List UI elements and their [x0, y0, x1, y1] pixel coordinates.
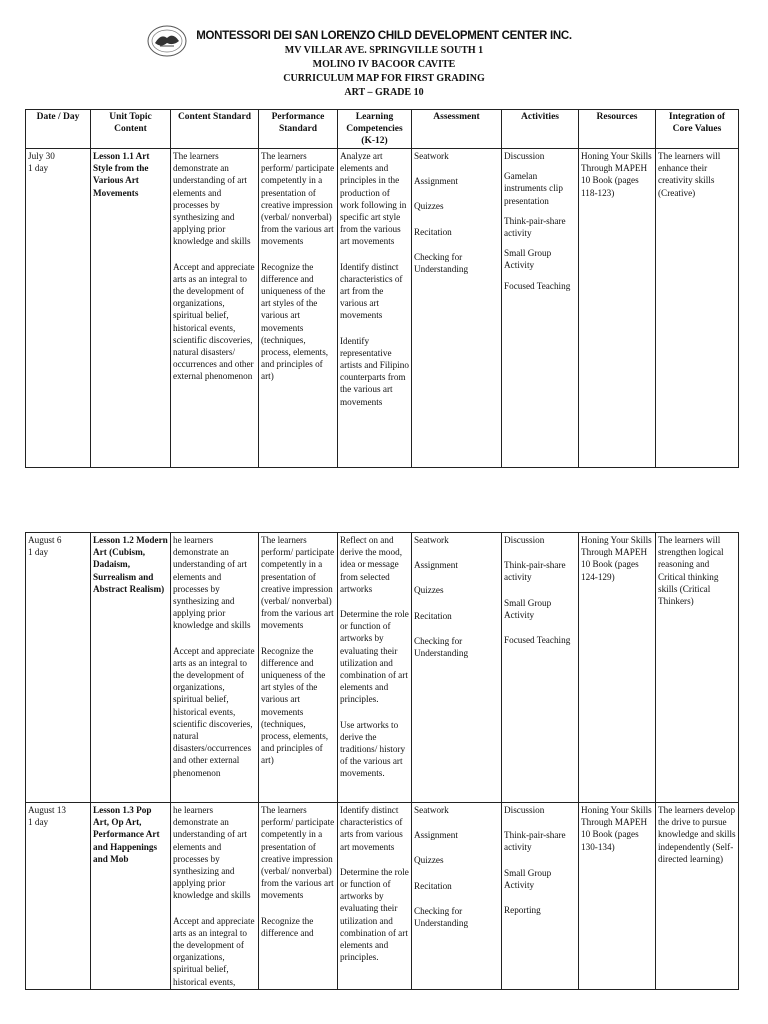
assessment-item: Assignment [414, 560, 458, 571]
table-header-row [26, 110, 739, 149]
content-standard-cell [171, 803, 259, 990]
competency-item: Analyze art elements and principles in the production of work following in specific art style from the various art movements [340, 151, 407, 247]
activities-cell [502, 533, 579, 803]
document-title: CURRICULUM MAP FOR FIRST GRADING [283, 73, 485, 84]
school-name: MONTESSORI DEI SAN LORENZO CHILD DEVELOPMENT CENTER INC. [196, 30, 572, 42]
core-values-cell: The learners will strengthen logical reasoning and Critical thinking skills (Critical Thinkers) [656, 533, 739, 803]
school-address-line2: MOLINO IV BACOOR CAVITE [312, 59, 456, 70]
core-values-cell: The learners will enhance their creativity skills (Creative) [656, 149, 739, 468]
unit-topic-cell: Lesson 1.1 Art Style from the Various Art Movements [91, 149, 171, 468]
activities-cell [502, 149, 579, 468]
competencies-cell [338, 533, 412, 803]
col-header-core-values: Integration of Core Values [656, 110, 739, 149]
performance-standard-cell [259, 149, 338, 468]
assessment-item: Assignment [414, 830, 458, 841]
assessment-item: Recitation [414, 610, 452, 621]
performance-standard-para: Recognize the difference and uniqueness of the art styles of the various art movements (techniques, process, elements, and principles of art) [261, 261, 329, 382]
content-standard-para: he learners demonstrate an understanding of art elements and processes by synthesizing and applying prior knowledge and skills [173, 535, 251, 631]
competencies-cell [338, 149, 412, 468]
performance-standard-para: Recognize the difference and uniqueness of the art styles of the various art movements (techniques, process, elements, and principles of art) [261, 645, 329, 766]
assessment-item: Seatwork [414, 151, 449, 161]
duration-text: 1 day [28, 547, 49, 558]
performance-standard-cell [259, 803, 338, 990]
content-standard-para: The learners demonstrate an understanding of art elements and processes by synthesizing and applying prior knowledge and skills [173, 151, 251, 247]
col-header-date: Date / Day [26, 110, 91, 149]
subject-grade: ART – GRADE 10 [344, 87, 424, 98]
duration-text: 1 day [28, 163, 49, 174]
assessment-item: Seatwork [414, 805, 449, 815]
date-cell [26, 533, 91, 803]
date-text: July 30 [28, 151, 55, 161]
activity-item: Think-pair-share activity [504, 830, 566, 853]
resources-cell: Honing Your Skills Through MAPEH 10 Book (pages 124-129) [579, 533, 656, 803]
date-text: August 6 [28, 535, 62, 545]
assessment-item: Recitation [414, 880, 452, 891]
table-row [26, 803, 739, 990]
duration-text: 1 day [28, 817, 49, 828]
competencies-cell [338, 803, 412, 990]
col-header-resources: Resources [579, 110, 656, 149]
activity-item: Small Group Activity [504, 597, 552, 620]
activity-item: Think-pair-share activity [504, 215, 566, 239]
content-standard-para: he learners demonstrate an understanding of art elements and processes by synthesizing and applying prior knowledge and skills [173, 805, 251, 901]
assessment-item: Assignment [414, 176, 458, 187]
activity-item: Discussion [504, 151, 545, 161]
competency-item: Determine the role or function of artworks by evaluating their utilization and combination of art elements and principles. [340, 866, 409, 963]
col-header-content-standard: Content Standard [171, 110, 259, 149]
core-values-cell: The learners develop the drive to pursue knowledge and skills independently (Self-directed learning) [656, 803, 739, 990]
assessment-item: Quizzes [414, 201, 444, 212]
assessment-cell [412, 803, 502, 990]
assessment-item: Checking for Understanding [414, 905, 469, 929]
curriculum-table-1 [25, 109, 739, 468]
activities-cell [502, 803, 579, 990]
curriculum-table-2 [25, 532, 739, 990]
unit-topic-cell: Lesson 1.2 Modern Art (Cubism, Dadaism, Surrealism and Abstract Realism) [91, 533, 171, 803]
table-row [26, 149, 739, 468]
activity-item: Reporting [504, 905, 541, 916]
performance-standard-para: The learners perform/ participate competently in a presentation of creative impression (verbal/ nonverbal) from the various art movements [261, 805, 335, 901]
document-header [0, 30, 768, 100]
assessment-item: Quizzes [414, 855, 444, 866]
assessment-cell [412, 533, 502, 803]
competency-item: Identify distinct characteristics of art from the various art movements [340, 261, 403, 321]
assessment-item: Recitation [414, 226, 452, 237]
content-standard-para: Accept and appreciate arts as an integral to the development of organizations, spiritual belief, historical events, scientific discoveries, natural disasters/occurrences and other external phenomenon [173, 645, 255, 778]
activity-item: Focused Teaching [504, 635, 571, 646]
performance-standard-cell [259, 533, 338, 803]
competency-item: Determine the role or function of artworks by evaluating their utilization and combination of art elements and principles. [340, 609, 409, 705]
col-header-activities: Activities [502, 110, 579, 149]
competency-item: Reflect on and derive the mood, idea or message from selected artworks [340, 535, 402, 594]
activity-item: Think-pair-share activity [504, 560, 566, 583]
performance-standard-para: Recognize the difference and [261, 915, 314, 938]
assessment-cell [412, 149, 502, 468]
performance-standard-para: The learners perform/ participate competently in a presentation of creative impression (verbal/ nonverbal) from the various art movements [261, 151, 335, 247]
competency-item: Use artworks to derive the traditions/ history of the various art movements. [340, 719, 406, 779]
content-standard-cell [171, 533, 259, 803]
date-cell [26, 149, 91, 468]
activity-item: Gamelan instruments clip presentation [504, 171, 563, 206]
content-standard-para: Accept and appreciate arts as an integral to the development of organizations, spiritual belief, historical events, [173, 915, 255, 987]
competency-item: Identify distinct characteristics of arts from various art movements [340, 805, 403, 852]
col-header-unit: Unit Topic Content [91, 110, 171, 149]
performance-standard-para: The learners perform/ participate competently in a presentation of creative impression (verbal/ nonverbal) from the various art movements [261, 535, 335, 631]
activity-item: Discussion [504, 805, 545, 815]
assessment-item: Seatwork [414, 535, 449, 545]
content-standard-para: Accept and appreciate arts as an integral to the development of organizations, spiritual belief, historical events, scientific discoveries, natural disasters/ occurrences and other external phenomenon [173, 261, 255, 382]
unit-topic-cell: Lesson 1.3 Pop Art, Op Art, Performance Art and Happenings and Mob [91, 803, 171, 990]
activity-item: Discussion [504, 535, 545, 545]
assessment-item: Checking for Understanding [414, 635, 469, 659]
col-header-competencies: Learning Competencies (K-12) [338, 110, 412, 149]
assessment-item: Quizzes [414, 585, 444, 596]
activity-item: Small Group Activity [504, 867, 552, 890]
school-address-line1: MV VILLAR AVE. SPRINGVILLE SOUTH 1 [284, 45, 484, 56]
content-standard-cell [171, 149, 259, 468]
assessment-item: Checking for Understanding [414, 251, 469, 275]
competency-item: Identify representative artists and Filipino counterparts from the various art movements [340, 335, 409, 407]
table-row [26, 533, 739, 803]
col-header-performance-standard: Performance Standard [259, 110, 338, 149]
activity-item: Focused Teaching [504, 280, 571, 291]
date-text: August 13 [28, 805, 67, 815]
col-header-assessment: Assessment [412, 110, 502, 149]
resources-cell: Honing Your Skills Through MAPEH 10 Book (pages 130-134) [579, 803, 656, 990]
date-cell [26, 803, 91, 990]
resources-cell: Honing Your Skills Through MAPEH 10 Book (pages 118-123) [579, 149, 656, 468]
activity-item: Small Group Activity [504, 248, 552, 271]
